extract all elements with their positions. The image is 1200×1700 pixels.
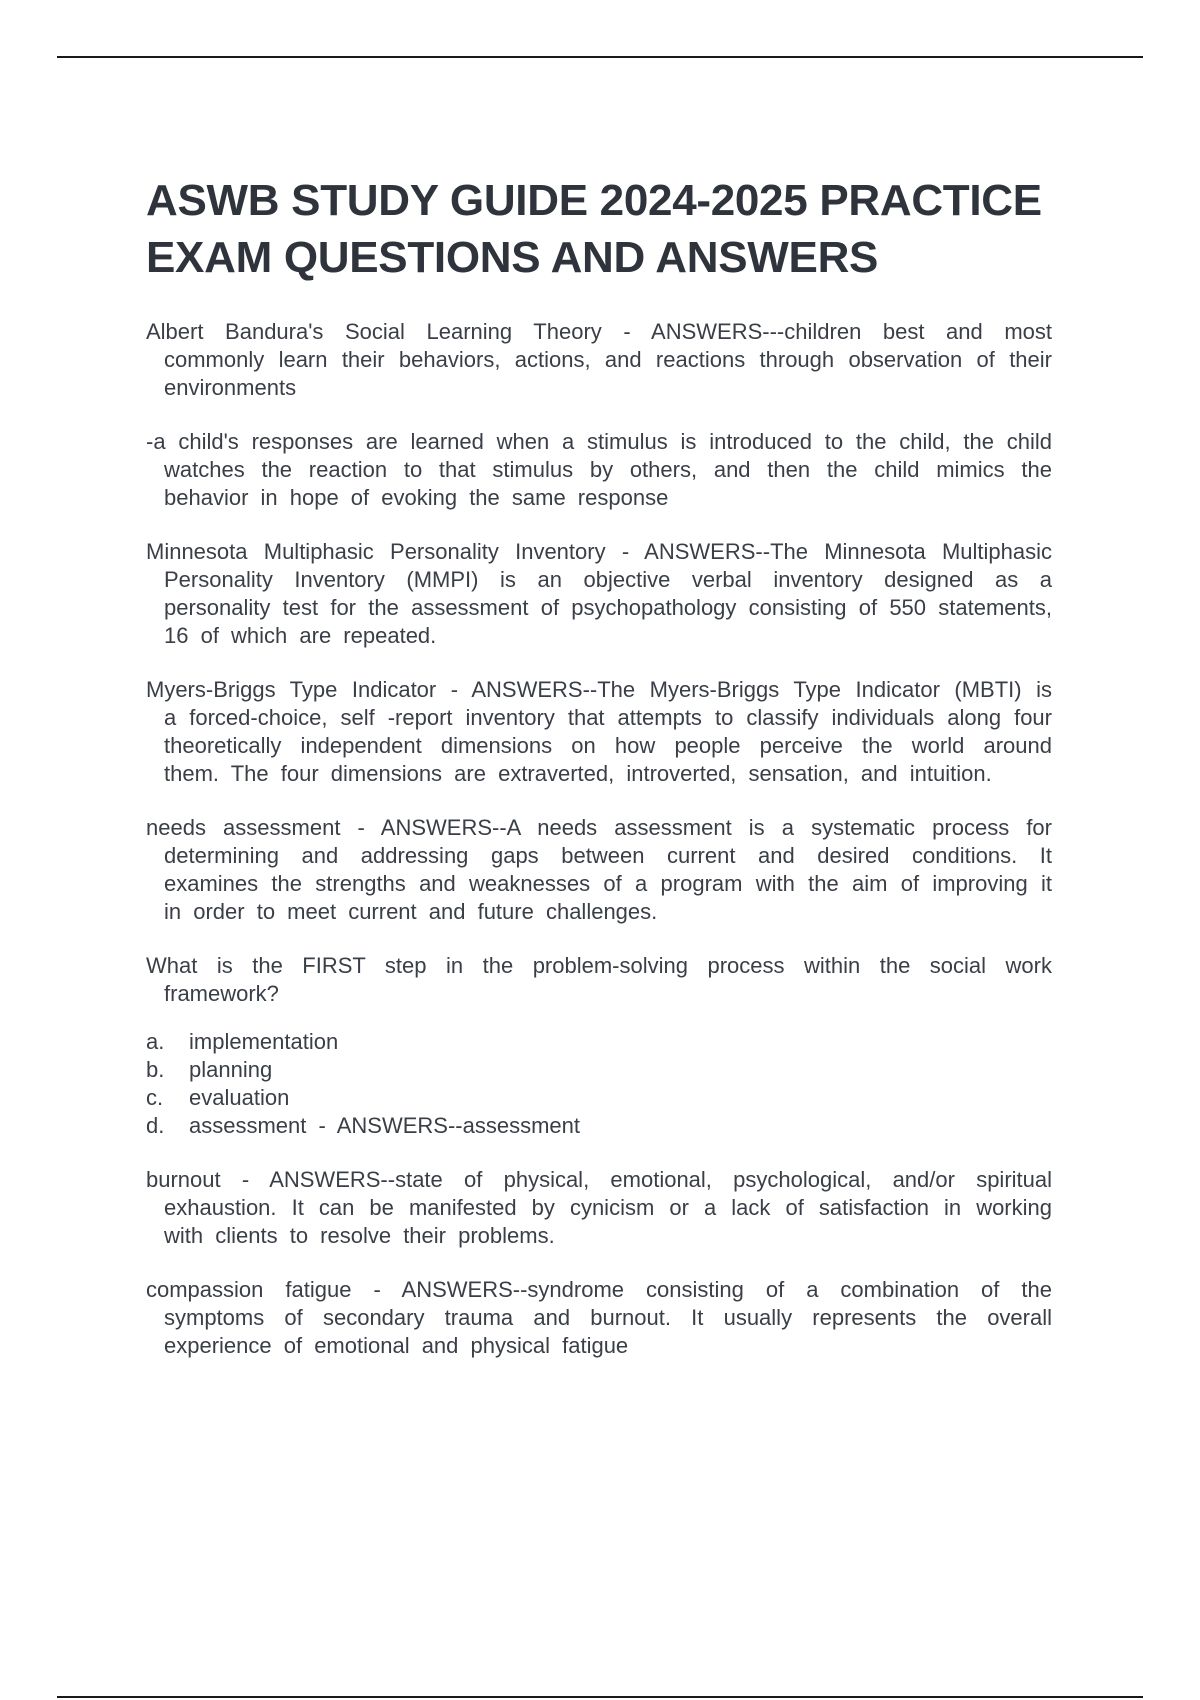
option-letter: a.: [146, 1029, 165, 1054]
option-text: implementation: [189, 1029, 339, 1054]
answer-options: [146, 1028, 1052, 1140]
document-body: [146, 172, 1052, 1386]
qa-entry-needs-assessment: needs assessment - ANSWERS--A needs assessment is a systematic process for determining and addressing gaps between current and desired conditions. It examines the strengths and weaknesses of a program with the aim of improving it in order to meet current and future challenges.: [146, 815, 1052, 924]
header-rule: [57, 56, 1143, 58]
qa-entry-mmpi: Minnesota Multiphasic Personality Inventory - ANSWERS--The Minnesota Multiphasic Personality Inventory (MMPI) is an objective verbal inventory designed as a personality test for the assessment of psychopathology consisting of 550 statements, 16 of which are repeated.: [146, 539, 1052, 648]
qa-entry-mbti: Myers-Briggs Type Indicator - ANSWERS--The Myers-Briggs Type Indicator (MBTI) is a forced-choice, self -report inventory that attempts to classify individuals along four theoretically independent dimensions on how people perceive the world around them. The four dimensions are extraverted, introverted, sensation, and intuition.: [146, 677, 1052, 786]
document-title: ASWB STUDY GUIDE 2024-2025 PRACTICE EXAM QUESTIONS AND ANSWERS: [146, 176, 1042, 282]
footer-rule: [57, 1696, 1143, 1698]
option-d: [146, 1112, 1052, 1140]
option-text: planning: [189, 1057, 273, 1082]
option-letter: b.: [146, 1057, 165, 1082]
option-c: [146, 1084, 1052, 1112]
option-b: [146, 1056, 1052, 1084]
qa-entry-social-learning-theory: Albert Bandura's Social Learning Theory - ANSWERS---children best and most commonly learn their behaviors, actions, and reactions through observation of their environments: [146, 319, 1052, 400]
qa-entry-child-responses: -a child's responses are learned when a stimulus is introduced to the child, the child watches the reaction to that stimulus by others, and then the child mimics the behavior in hope of evoking the same response: [146, 429, 1052, 510]
qa-entry-compassion-fatigue: compassion fatigue - ANSWERS--syndrome consisting of a combination of the symptoms of secondary trauma and burnout. It usually represents the overall experience of emotional and physical fatigue: [146, 1277, 1052, 1358]
qa-entry-burnout: burnout - ANSWERS--state of physical, emotional, psychological, and/or spiritual exhaustion. It can be manifested by cynicism or a lack of satisfaction in working with clients to resolve their problems.: [146, 1167, 1052, 1248]
option-text: evaluation: [189, 1085, 290, 1110]
option-letter: c.: [146, 1085, 164, 1110]
option-text: assessment - ANSWERS--assessment: [189, 1113, 580, 1138]
option-a: [146, 1028, 1052, 1056]
option-letter: d.: [146, 1113, 165, 1138]
question-first-step: What is the FIRST step in the problem-solving process within the social work framework?: [146, 953, 1052, 1006]
